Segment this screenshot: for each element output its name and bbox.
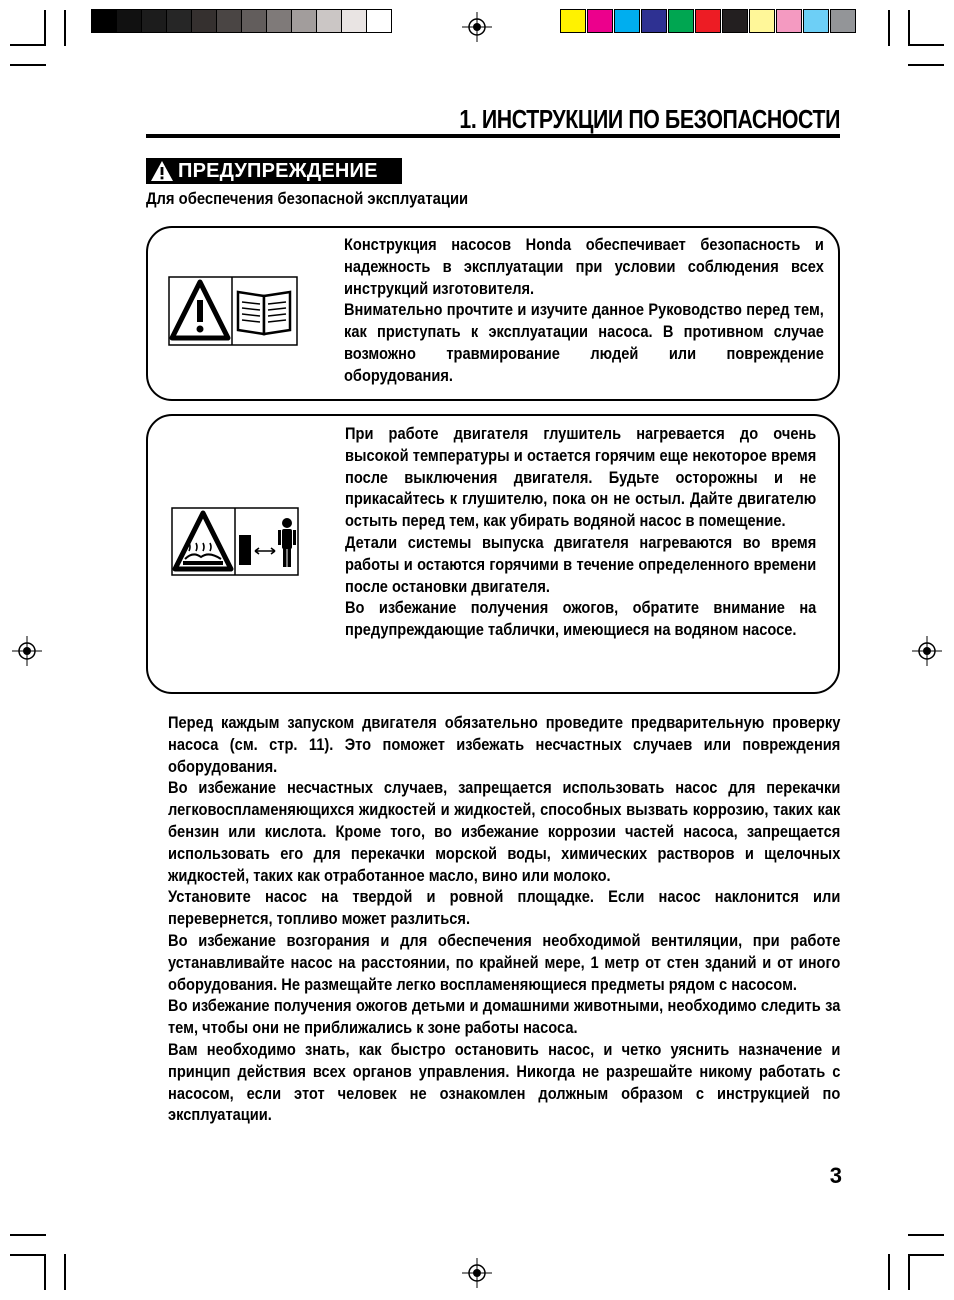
grayscale-swatch: [341, 9, 367, 33]
grayscale-swatch: [216, 9, 242, 33]
warning-label: ПРЕДУПРЕЖДЕНИЕ: [178, 159, 378, 182]
warning-subtitle: Для обеспечения безопасной эксплуатации: [146, 189, 469, 208]
color-swatch: [641, 9, 667, 33]
crop-mark: [888, 1254, 890, 1290]
warning-badge: [146, 158, 402, 184]
paragraph: Во избежание возгорания и для обеспечения необходимой вентиляции, при работе устанавливайте насос на расстоянии, по крайней мере, 1 метр от стен зданий и от иного оборудования. Не размещайте легко воспламеняющиеся предметы рядом с насосом.: [168, 930, 841, 994]
crop-mark: [44, 1254, 46, 1290]
grayscale-swatch: [291, 9, 317, 33]
grayscale-swatch: [116, 9, 142, 33]
page-title: 1. ИНСТРУКЦИИ ПО БЕЗОПАСНОСТИ: [459, 104, 840, 134]
box2-text: [345, 423, 816, 641]
color-swatch: [830, 9, 856, 33]
registration-mark-icon: [12, 636, 42, 666]
registration-mark-icon: [912, 636, 942, 666]
grayscale-swatch: [316, 9, 342, 33]
box1-text: [344, 234, 824, 387]
paragraph: Вам необходимо знать, как быстро остановить насос, и четко уяснить назначение и принцип действия всех органов управления. Никогда не разрешайте никому работать с насосом, если этот человек не ознакомлен должным образом с инструкцией по эксплуатации.: [168, 1039, 841, 1125]
paragraph: Внимательно прочтите и изучите данное Руководство перед тем, как приступать к эксплуатации насоса. В противном случае возможно травмирование людей или повреждение оборудования.: [344, 300, 824, 385]
warning-triangle-icon: [150, 160, 174, 182]
title-divider: [146, 134, 840, 138]
crop-mark: [908, 1254, 944, 1256]
crop-mark: [10, 44, 46, 46]
crop-mark: [10, 1254, 46, 1256]
crop-mark: [908, 64, 944, 66]
color-swatch: [587, 9, 613, 33]
paragraph: Во избежание получения ожогов детьми и домашними животными, необходимо следить за тем, чтобы они не приближались к зоне работы насоса.: [168, 996, 841, 1038]
color-swatch: [668, 9, 694, 33]
crop-mark: [64, 1254, 66, 1290]
color-swatch: [776, 9, 802, 33]
paragraph: Перед каждым запуском двигателя обязательно проведите предварительную проверку насоса (см. стр. 11). Это поможет избежать несчастных случаев или повреждения оборудования.: [168, 713, 841, 776]
crop-mark: [888, 10, 890, 46]
crop-mark: [10, 64, 46, 66]
safety-instructions-body: [168, 712, 840, 1126]
paragraph: Установите насос на твердой и ровной площадке. Если насос наклонится или перевернется, топливо может разлиться.: [168, 887, 841, 929]
paragraph: Во избежание несчастных случаев, запрещается использовать насос для перекачки легковоспламеняющихся жидкостей и жидкостей, способных вызвать коррозию, таких как бензин или кислота. Кроме того, во избежание коррозии частей насоса, запрещается использовать его для перекачки морской воды, химических растворов и щелочных жидкостей, таких как отработанное масло, вино или молоко.: [168, 778, 841, 885]
manual-book-icon: [238, 292, 290, 334]
color-swatch: [695, 9, 721, 33]
grayscale-swatch: [191, 9, 217, 33]
grayscale-swatch: [91, 9, 117, 33]
grayscale-swatch: [141, 9, 167, 33]
registration-mark-icon: [462, 1258, 492, 1288]
hot-surface-label: [171, 507, 299, 576]
color-swatch: [722, 9, 748, 33]
grayscale-swatch: [366, 9, 392, 33]
color-swatch: [560, 9, 586, 33]
crop-mark: [908, 1254, 910, 1290]
crop-mark: [908, 1234, 944, 1236]
crop-mark: [64, 10, 66, 46]
crop-mark: [908, 44, 944, 46]
page-number: 3: [829, 1163, 842, 1188]
grayscale-swatch: [166, 9, 192, 33]
color-swatch: [614, 9, 640, 33]
crop-mark: [10, 1234, 46, 1236]
paragraph: Детали системы выпуска двигателя нагреваются во время работы и остаются горячими в течение определенного времени после остановки двигателя.: [345, 532, 817, 596]
color-swatch: [749, 9, 775, 33]
color-swatch: [803, 9, 829, 33]
grayscale-swatch: [266, 9, 292, 33]
read-manual-label: [168, 276, 298, 346]
paragraph: Конструкция насосов Honda обеспечивает безопасность и надежность в эксплуатации при условии соблюдения всех инструкций изготовителя.: [344, 235, 824, 298]
crop-mark: [908, 10, 910, 46]
grayscale-swatch: [241, 9, 267, 33]
paragraph: При работе двигателя глушитель нагревается до очень высокой температуры и остается горячим еще некоторое время после выключения двигателя. Будьте осторожны и не прикасайтесь к глушителю, пока он не остыл. Дайте двигателю остыть перед тем, как убирать водяной насос в помещение.: [345, 424, 817, 531]
paragraph: Во избежание получения ожогов, обратите внимание на предупреждающие таблички, имеющиеся на водяном насосе.: [345, 598, 817, 640]
registration-mark-icon: [462, 12, 492, 42]
crop-mark: [44, 10, 46, 46]
